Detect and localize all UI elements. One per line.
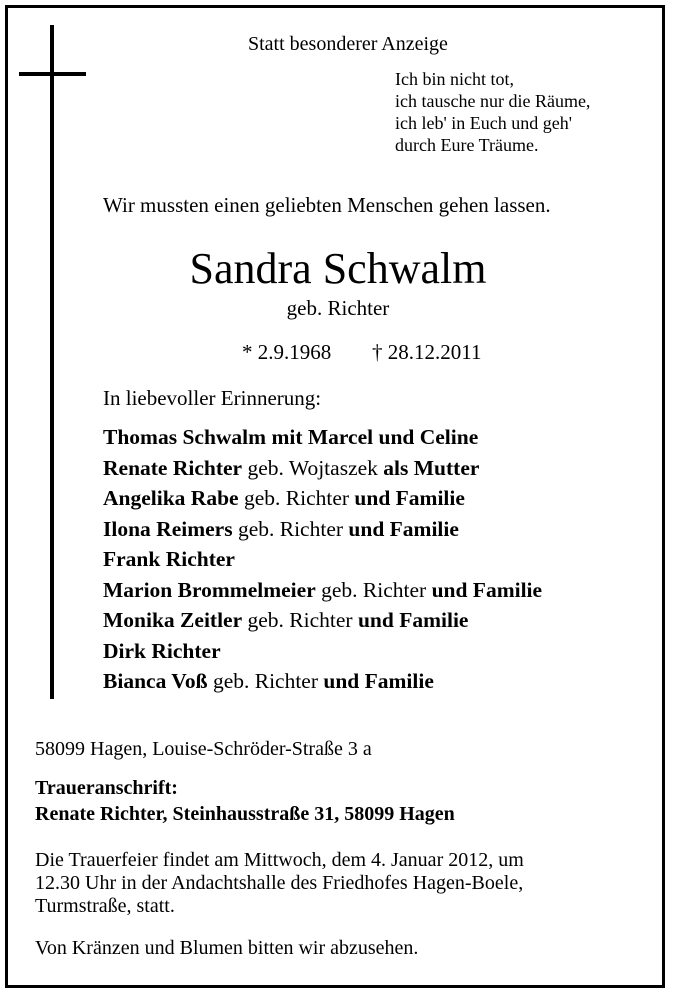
mourner-entry bbox=[103, 636, 542, 667]
mourner-entry bbox=[103, 422, 542, 453]
mourner-name: Dirk Richter bbox=[103, 638, 221, 663]
poem-line: Ich bin nicht tot, bbox=[395, 69, 514, 89]
mourner-name: Angelika Rabe bbox=[103, 486, 239, 510]
death-date: † 28.12.2011 bbox=[372, 340, 482, 364]
mourner-name: Ilona Reimers bbox=[103, 516, 233, 541]
mourner-entry bbox=[103, 544, 542, 575]
condolence-address-value: Renate Richter, Steinhausstraße 31, 58099 Hagen bbox=[35, 803, 455, 825]
mourner-name: Renate Richter bbox=[103, 455, 243, 480]
mourner-relation: und Familie bbox=[357, 608, 469, 632]
mourner-maiden-name: geb. Richter bbox=[247, 608, 353, 632]
mourner-entry bbox=[103, 453, 542, 484]
memory-text: In liebevoller Erinnerung: bbox=[103, 386, 322, 410]
poem-line: ich tausche nur die Räume, bbox=[395, 91, 591, 111]
announcement: Statt besonderer Anzeige bbox=[248, 33, 448, 55]
poem bbox=[395, 68, 590, 156]
mourner-maiden-name: geb. Richter bbox=[321, 577, 427, 602]
cross-icon-bar bbox=[19, 72, 86, 76]
maiden-name: geb. Richter bbox=[286, 296, 390, 320]
deceased-name: Sandra Schwalm bbox=[189, 244, 487, 293]
mourner-entry bbox=[103, 483, 542, 514]
mourner-relation: als Mutter bbox=[383, 455, 480, 480]
mourner-name: Thomas Schwalm mit Marcel und Celine bbox=[103, 425, 479, 449]
mourner-entry bbox=[103, 514, 542, 545]
mourner-name: Monika Zeitler bbox=[103, 608, 243, 632]
intro-text: Wir mussten einen geliebten Menschen gehen lassen. bbox=[103, 193, 551, 217]
mourner-name: Marion Brommelmeier bbox=[103, 577, 316, 602]
flowers-note: Von Kränzen und Blumen bitten wir abzusehen. bbox=[35, 937, 419, 959]
mourner-relation: und Familie bbox=[431, 577, 543, 602]
ceremony-info bbox=[35, 849, 524, 918]
mourner-entry bbox=[103, 605, 542, 636]
mourner-entry bbox=[103, 575, 542, 606]
mourner-maiden-name: geb. Richter bbox=[212, 669, 319, 693]
mourners-list bbox=[103, 422, 542, 697]
mourner-name: Bianca Voß bbox=[103, 669, 208, 693]
mourner-entry bbox=[103, 666, 542, 697]
ceremony-line: Turmstraße, statt. bbox=[35, 895, 175, 917]
ceremony-line: 12.30 Uhr in der Andachtshalle des Friedhofes Hagen-Boele, bbox=[35, 872, 524, 894]
ceremony-line: Die Trauerfeier findet am Mittwoch, dem 4. Januar 2012, um bbox=[35, 849, 524, 871]
condolence-address-label: Traueranschrift: bbox=[35, 777, 178, 799]
mourner-relation: und Familie bbox=[354, 486, 465, 510]
cross-icon bbox=[50, 25, 54, 699]
mourner-name: Frank Richter bbox=[103, 547, 235, 571]
poem-line: durch Eure Träume. bbox=[395, 135, 539, 155]
mourner-relation: und Familie bbox=[323, 669, 434, 693]
address: 58099 Hagen, Louise-Schröder-Straße 3 a bbox=[35, 738, 372, 760]
poem-line: ich leb' in Euch und geh' bbox=[395, 113, 572, 133]
birth-date: * 2.9.1968 bbox=[242, 340, 332, 364]
mourner-maiden-name: geb. Wojtaszek bbox=[247, 455, 378, 480]
mourner-maiden-name: geb. Richter bbox=[237, 516, 344, 541]
mourner-relation: und Familie bbox=[348, 516, 459, 541]
mourner-maiden-name: geb. Richter bbox=[243, 486, 350, 510]
